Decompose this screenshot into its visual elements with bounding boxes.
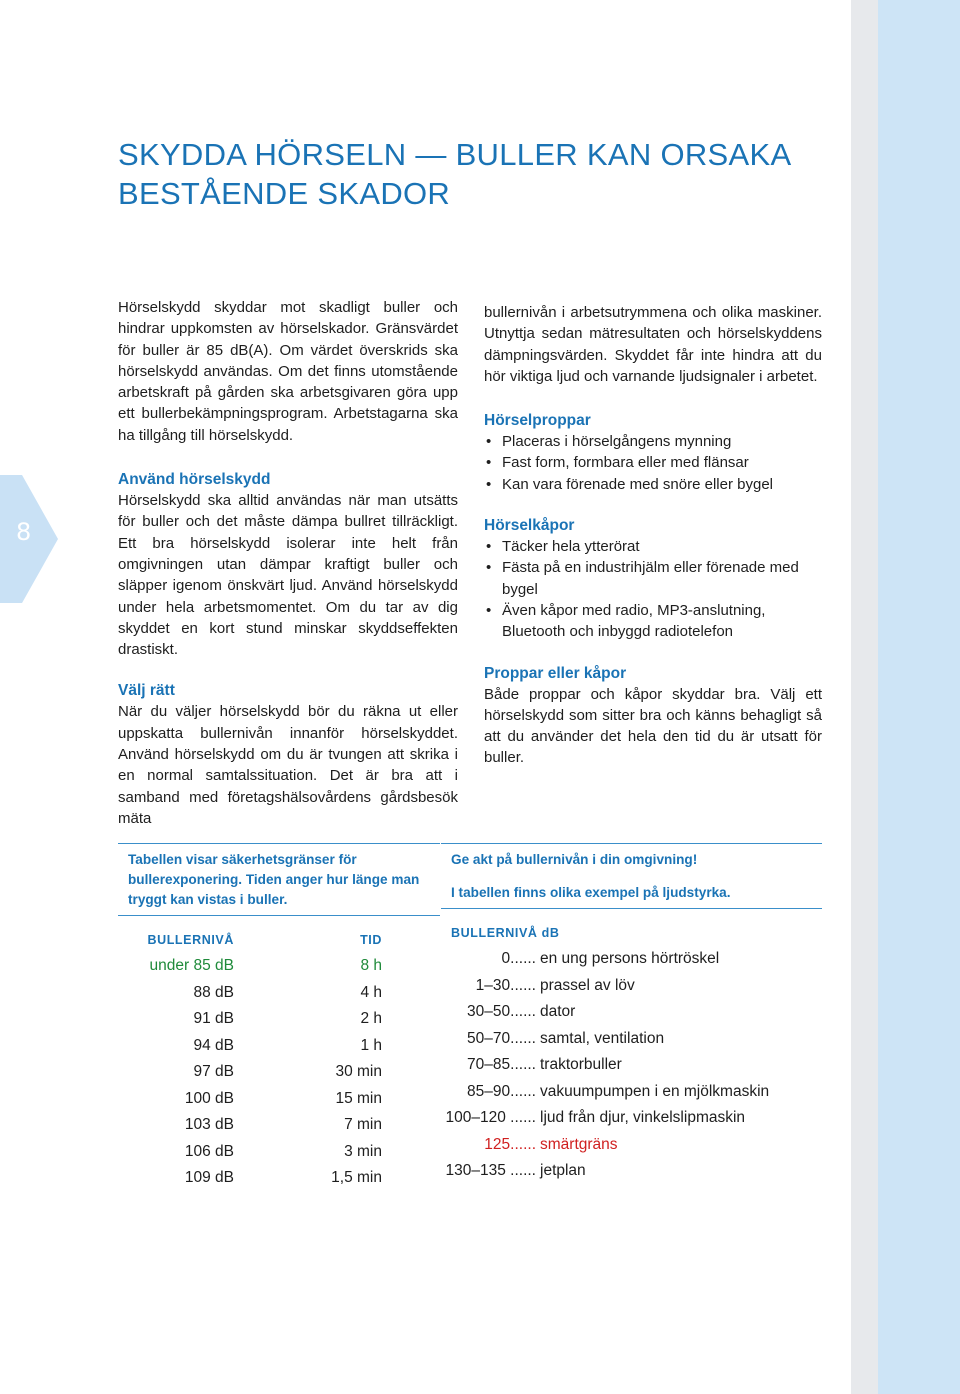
table-row [118, 980, 440, 1007]
time-cell: 15 min [335, 1089, 382, 1107]
level-cell: 109 dB [184, 1169, 234, 1187]
table-caption-warning: Ge akt på bullernivån i din omgivning! [451, 852, 698, 867]
list-item: • Fast form, formbara eller med flänsar [484, 452, 822, 473]
example-cell: smärtgräns [540, 1135, 618, 1153]
example-cell: ljud från djur, vinkelslipmaskin [540, 1109, 746, 1127]
time-cell: 8 h [360, 957, 382, 975]
table-row [441, 1132, 822, 1159]
table-body [441, 946, 822, 1185]
list-item: • Placeras i hörselgångens mynning [484, 431, 822, 452]
table-header [118, 933, 440, 947]
time-cell: 7 min [344, 1116, 382, 1134]
level-cell: 91 dB [193, 1010, 234, 1028]
example-cell: en ung persons hörtröskel [540, 950, 720, 968]
table-body [118, 953, 440, 1192]
table-row [441, 1105, 822, 1132]
heading-horselproppar: Hörselproppar [484, 412, 591, 430]
level-cell: 130–135 ...... [445, 1162, 536, 1180]
level-cell: 88 dB [193, 983, 234, 1001]
example-cell: traktorbuller [540, 1056, 622, 1074]
proppar-list [484, 431, 822, 495]
list-item: • Kan vara förenade med snöre eller bygel [484, 474, 822, 495]
caption-divider [441, 908, 822, 909]
level-cell: 50–70...... [467, 1029, 536, 1047]
heading-anvand-horselskydd: Använd hörselskydd [118, 471, 271, 489]
level-cell: 97 dB [193, 1063, 234, 1081]
time-cell: 2 h [360, 1010, 382, 1028]
table-row [441, 999, 822, 1026]
paragraph-proppar-eller-kapor: Både proppar och kåpor skyddar bra. Välj ett hörselskydd som sitter bra och känns behagligt så att du använder det hela den tid du är utsatt för buller. [484, 685, 822, 767]
time-cell: 1 h [360, 1036, 382, 1054]
table-row [441, 1052, 822, 1079]
heading-proppar-eller-kapor: Proppar eller kåpor [484, 664, 627, 682]
level-cell: 30–50...... [467, 1003, 536, 1021]
table-row [441, 1158, 822, 1185]
exposure-limits-table [118, 843, 440, 1192]
continued-paragraph: bullernivån i arbetsutrymmena och olika maskiner. Utnyttja sedan mätresultaten och hörselskyddens dämpningsvärden. Skyddet får inte hindra att du hör viktiga ljud och varnande ljudsignaler i arbetet. [484, 304, 822, 385]
page-number: 8 [16, 518, 32, 546]
header-level: BULLERNIVÅ [147, 933, 234, 947]
level-cell: 106 dB [184, 1142, 234, 1160]
table-row [118, 1059, 440, 1086]
caption-divider [118, 915, 440, 916]
list-item: • Täcker hela ytterörat [484, 536, 822, 557]
list-item: • Fästa på en industrihjälm eller förenade med bygel [484, 557, 822, 600]
table-row [118, 953, 440, 980]
table-row [118, 1112, 440, 1139]
table-row [118, 1165, 440, 1192]
side-margin-blue [878, 0, 960, 1394]
level-cell: 100–120 ...... [445, 1109, 536, 1127]
time-cell: 4 h [360, 983, 382, 1001]
table-row [118, 1086, 440, 1113]
level-cell: 70–85...... [467, 1056, 536, 1074]
sound-examples-table [441, 843, 822, 1185]
kapor-list [484, 536, 822, 642]
table-row [441, 1026, 822, 1053]
level-cell: 85–90...... [467, 1082, 536, 1100]
heading-valj-ratt: Välj rätt [118, 682, 175, 700]
header-time: TID [360, 933, 382, 947]
paragraph-anvand: Hörselskydd ska alltid användas när man utsätts för buller och det måste dämpa bullret tillräckligt. Ett bra hörselskydd isolerar inte helt från omgivningen utan dämpar kraftigt buller och släpper igenom önskvärt ljud. Använd hörselskydd under hela arbetsmomentet. Om du tar av dig skyddet en kort stund minskar skyddseffekten drastiskt. [118, 492, 458, 659]
level-cell: 125...... [484, 1135, 536, 1153]
level-cell: 1–30...... [475, 976, 536, 994]
level-cell: 100 dB [184, 1089, 234, 1107]
example-cell: dator [540, 1003, 576, 1021]
page-title: SKYDDA HÖRSELN — BULLER KAN ORSAKA BESTÅENDE SKADOR [118, 137, 790, 211]
level-cell: 103 dB [184, 1116, 234, 1134]
table-header [441, 926, 822, 940]
left-column [118, 297, 458, 829]
intro-paragraph: Hörselskydd skyddar mot skadligt buller och hindrar uppkomsten av hörselskador. Gränsvärdet för buller är 85 dB(A). Om värdet överskrids ska hörselskydd användas. Om det finns utomstående arbetskraft på gården ska arbetsgivaren göra upp ett bullerbekämpningsprogram. Arbetstagarna ska ha tillgång till hörselskydd. [118, 299, 458, 444]
table-caption: Tabellen visar säkerhetsgränser för bullerexponering. Tiden anger hur länge man tryggt kan vistas i buller. [128, 852, 420, 907]
time-cell: 3 min [344, 1142, 382, 1160]
table-row [118, 1006, 440, 1033]
table-row [441, 1079, 822, 1106]
time-cell: 1,5 min [331, 1169, 382, 1187]
paragraph-valj: När du väljer hörselskydd bör du räkna ut eller uppskatta bullernivån innanför hörselskyddet. Använd hörselskydd om du är tvungen att skrika i en normal samtalssituation. Det är bra att i samband med företagshälsovårdens gårdsbesök mäta [118, 703, 458, 827]
table-row [118, 1033, 440, 1060]
list-item: • Även kåpor med radio, MP3-anslutning, Bluetooth och inbyggd radiotelefon [484, 600, 822, 643]
table-caption: I tabellen finns olika exempel på ljudstyrka. [451, 885, 731, 900]
example-cell: prassel av löv [540, 976, 635, 994]
level-cell: 94 dB [193, 1036, 234, 1054]
table-row [441, 973, 822, 1000]
example-cell: vakuumpumpen i en mjölkmaskin [540, 1082, 770, 1100]
time-cell: 30 min [335, 1063, 382, 1081]
header-level: BULLERNIVÅ dB [451, 926, 560, 940]
table-row [441, 946, 822, 973]
level-cell: 0...... [501, 950, 536, 968]
example-cell: jetplan [540, 1162, 586, 1180]
example-cell: samtal, ventilation [540, 1029, 665, 1047]
heading-horselkapor: Hörselkåpor [484, 517, 575, 535]
level-cell: under 85 dB [149, 957, 234, 975]
table-row [118, 1139, 440, 1166]
right-column [484, 302, 822, 769]
